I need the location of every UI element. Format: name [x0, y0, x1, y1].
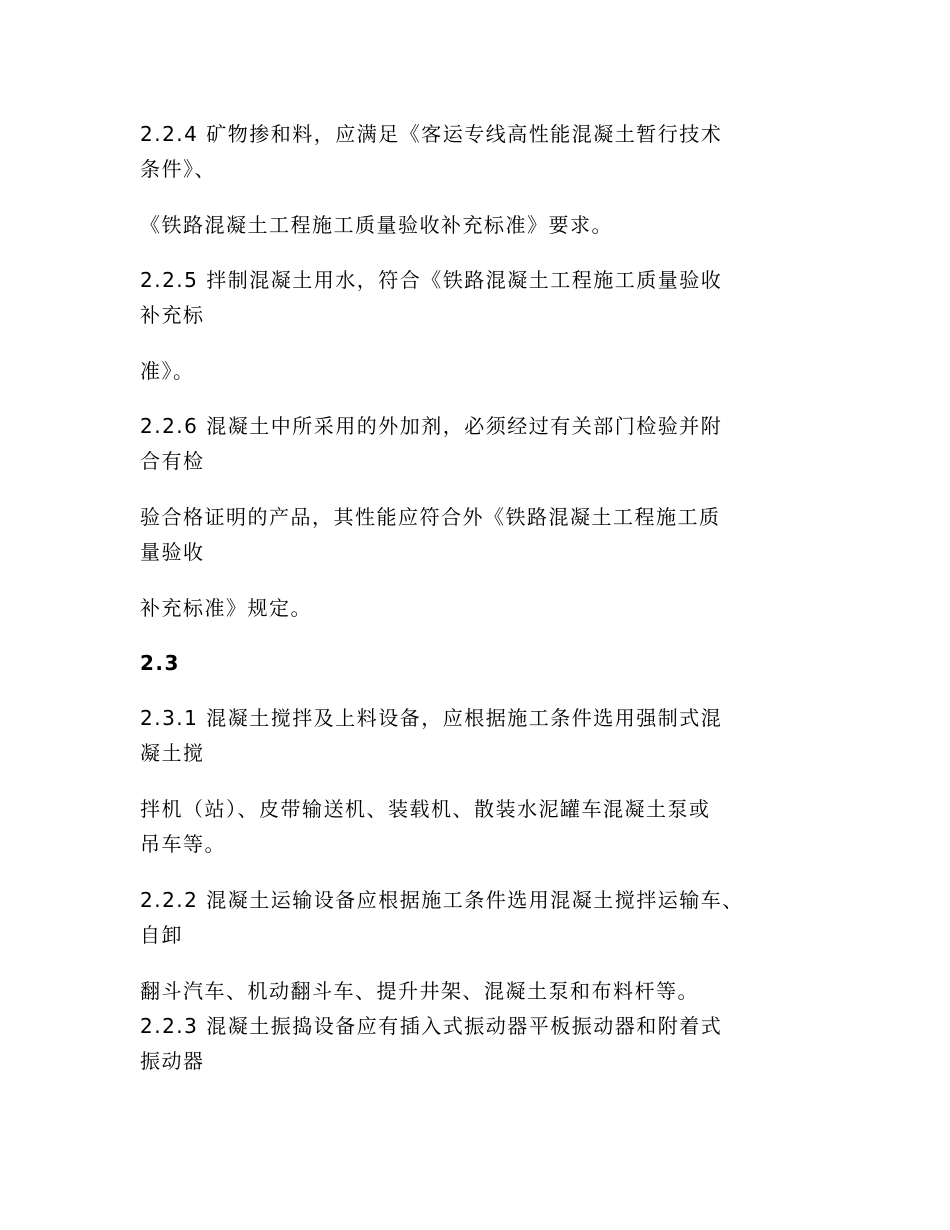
paragraph-continuation [140, 792, 820, 862]
paragraph-continuation [140, 591, 820, 626]
text-line: 补充标 [140, 303, 205, 327]
paragraph-2-2-4 [140, 117, 820, 187]
paragraph-2-2-6 [140, 409, 820, 479]
text-line: 验合格证明的产品，其性能应符合外《铁路混凝土工程施工质 [140, 505, 721, 529]
text-line: 凝土搅 [140, 741, 205, 765]
text-line: 2.2.3 混凝土振捣设备应有插入式振动器平板振动器和附着式 [140, 1014, 723, 1038]
paragraph-2-2-2 [140, 883, 820, 953]
text-line: 《铁路混凝土工程施工质量验收补充标准》要求。 [140, 213, 613, 237]
text-line: 2.2.4 矿物掺和料，应满足《客运专线高性能混凝土暂行技术 [140, 122, 723, 146]
text-line: 2.2.5 拌制混凝土用水，符合《铁路混凝土工程施工质量验收 [140, 268, 723, 292]
text-line: 2.2.6 混凝土中所采用的外加剂，必须经过有关部门检验并附 [140, 414, 723, 438]
text-line: 补充标准》规定。 [140, 596, 312, 620]
text-line: 准》。 [140, 359, 195, 383]
text-line: 翻斗汽车、机动翻斗车、提升井架、混凝土泵和布料杆等。 [140, 979, 699, 1003]
text-line: 吊车等。 [140, 832, 226, 856]
text-line: 合有检 [140, 449, 205, 473]
paragraph-2-3-1 [140, 701, 820, 771]
section-heading-2-3 [140, 646, 820, 681]
paragraph-2-2-3 [140, 974, 820, 1079]
text-line: 量验收 [140, 540, 205, 564]
paragraph-standard-ref [140, 208, 820, 243]
text-line: 振动器 [140, 1049, 205, 1073]
text-line: 条件》、 [140, 157, 216, 181]
paragraph-continuation [140, 354, 820, 389]
text-line: 2.3 [140, 651, 180, 675]
paragraph-2-2-5 [140, 263, 820, 333]
text-line: 拌机（站）、皮带输送机、装载机、散装水泥罐车混凝土泵或 [140, 797, 711, 821]
text-line: 自卸 [140, 923, 183, 947]
paragraph-continuation [140, 500, 820, 570]
text-line: 2.2.2 混凝土运输设备应根据施工条件选用混凝土搅拌运输车、 [140, 888, 744, 912]
text-line: 2.3.1 混凝土搅拌及上料设备，应根据施工条件选用强制式混 [140, 706, 723, 730]
